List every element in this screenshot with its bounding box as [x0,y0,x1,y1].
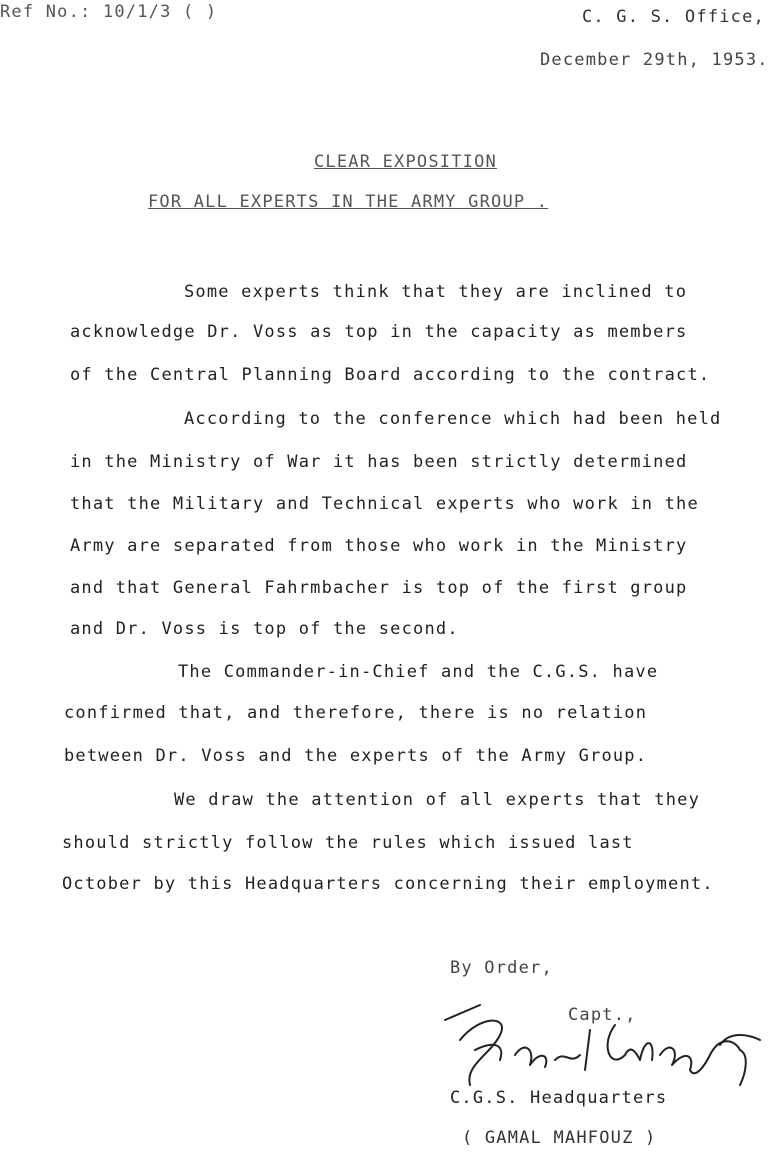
body-line: between Dr. Voss and the experts of the Army Group. [64,746,648,766]
body-line: The Commander-in-Chief and the C.G.S. have [178,662,659,682]
body-line: of the Central Planning Board according to the contract. [70,365,711,385]
body-line: and that General Fahrmbacher is top of the first group [70,578,688,598]
body-line: confirmed that, and therefore, there is no relation [64,703,648,723]
body-line: We draw the attention of all experts that they [174,790,701,810]
body-line: According to the conference which had been held [184,409,722,429]
body-line: October by this Headquarters concerning their employment. [62,874,714,894]
document-subtitle: FOR ALL EXPERTS IN THE ARMY GROUP . [148,192,549,212]
body-line: acknowledge Dr. Voss as top in the capacity as members [70,322,688,342]
rank-label: Capt., [568,1005,637,1025]
body-line: Some experts think that they are inclined to [184,282,688,302]
signatory-name: ( GAMAL MAHFOUZ ) [462,1128,657,1148]
headquarters-label: C.G.S. Headquarters [450,1088,668,1108]
handwritten-signature [440,995,770,1095]
body-line: that the Military and Technical experts who work in the [70,494,699,514]
body-line: in the Ministry of War it has been strictly determined [70,452,688,472]
document-title: CLEAR EXPOSITION [314,152,497,172]
body-line: Army are separated from those who work in the Ministry [70,536,688,556]
body-line: should strictly follow the rules which issued last [62,833,634,853]
by-order-label: By Order, [450,958,553,978]
office-name: C. G. S. Office, [582,7,765,27]
body-line: and Dr. Voss is top of the second. [70,619,459,639]
reference-number: Ref No.: 10/1/3 ( ) [0,2,218,22]
document-date: December 29th, 1953. [540,50,769,70]
